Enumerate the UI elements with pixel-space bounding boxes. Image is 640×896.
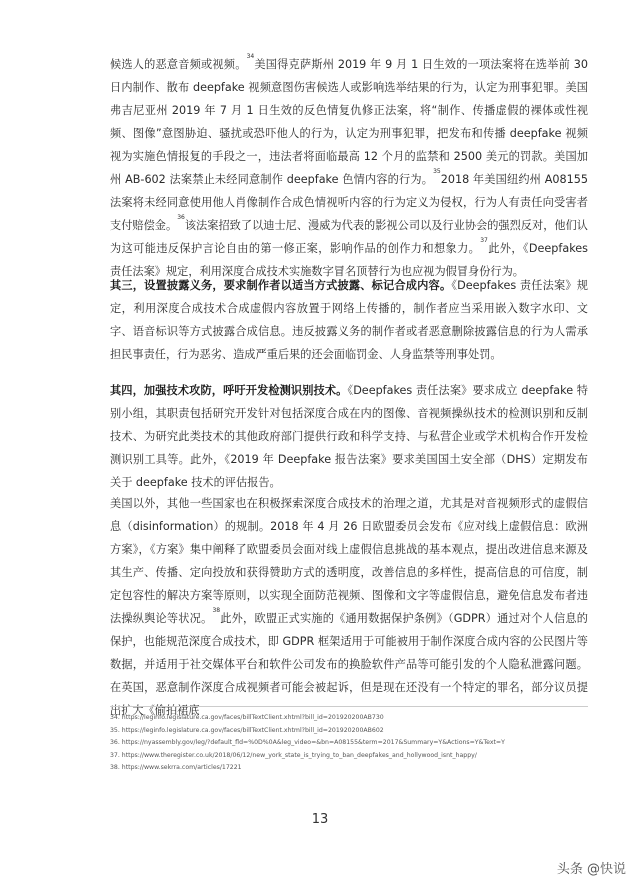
footnote-ref[interactable]: 38: [212, 607, 221, 614]
footnote-37[interactable]: 37. https://www.theregister.co.uk/2018/06/12/new_york_state_is_trying_to_ban_deepfakes_and_hollywood_isnt_happy/: [110, 751, 477, 759]
page-number: 13: [311, 812, 329, 827]
footnote-34[interactable]: 34. https://leginfo.legislature.ca.gov/faces/billTextClient.xhtml?bill_id=201920200AB730: [110, 714, 384, 721]
footnote-36[interactable]: 36. https://nyassembly.gov/leg/?default_fld=%0D%0A&leg_video=&bn=A08155&term=2017&Summary=Y&Actions=Y&Text=Y: [110, 739, 505, 747]
paragraph-text: 美国得克萨斯州 2019 年 9 月 1 日生效的一项法案将在选举前 30 日内制作、散布 deepfake 视频意图伤害候选人或影响选举结果的行为，认定为刑事犯罪。美国弗吉尼亚州 2019 年 7 月 1 日生效的反色情复仇修正法案，将“制作、传播虚假的裸体或性视频、图像”意图胁迫、骚扰或恐吓他人的行为，认定为刑事犯罪，把发布和传播 deepfake 视频视为实施色情报复的手段之一，违法者将面临最高 12 个月的监禁和 2500 美元的罚款。美国加州 AB-602 法案禁止未经同意制作 deepfake 色情内容的行为。: [110, 58, 588, 186]
footnote-ref[interactable]: 34: [246, 53, 255, 60]
body-paragraph-detection: [110, 379, 588, 494]
paragraph-text: 美国以外，其他一些国家也在积极探索深度合成技术的治理之道，尤其是对音视频形式的虚假信息（disinformation）的规制。2018 年 4 月 26 日欧盟委员会发布《应对线上虚假信息：欧洲方案》，《方案》集中阐释了欧盟委员会面对线上虚假信息挑战的基本观点，提出改进信息来源及其生产、传播、定向投放和获得赞助方式的透明度，改善信息的多样性，提高信息的可信度，制定包容性的解决方案等原则，以实现全面防范视频、图像和文字等虚假信息，避免信息发布者违法操纵舆论等状况。: [110, 497, 588, 625]
footnote-ref[interactable]: 35: [433, 168, 441, 175]
paragraph-text: 此外，《Deepfakes 责任法案》规定，利用深度合成技术实施数字冒名顶替行为也应视为假冒身份行为。: [110, 242, 588, 278]
paragraph-text: 候选人的恶意音频或视频。: [110, 58, 247, 71]
paragraph-text: 《Deepfakes 责任法案》规定，利用深度合成技术合成虚假内容放置于网络上传播的，制作者应当采用嵌入数字水印、文字、语音标识等方式披露合成信息。违反披露义务的制作者或者恶意删除披露信息的行为人需承担民事责任，行为恶劣、造成严重后果的还会面临罚金、人身监禁等刑事处罚。: [110, 279, 588, 361]
paragraph-text: 此外，欧盟正式实施的《通用数据保护条例》（GDPR）通过对个人信息的保护，也能规范深度合成技术，即 GDPR 框架适用于可能被用于制作深度合成内容的公民图片等数据，并适用于社交媒体平台和软件公司发布的换脸软件产品等可能引发的个人隐私泄露问题。在英国，恶意制作深度合成视频者可能会被起诉，但是现在还没有一个特定的罪名，部分议员提出扩大《偷拍裙底: [110, 612, 588, 717]
paragraph-text: 2018 年美国纽约州 A08155 法案将未经同意使用他人肖像制作合成色情视听内容的行为定义为侵权，行为人有责任向受害者支付赔偿金。: [110, 173, 589, 232]
footnote-ref[interactable]: 36: [177, 214, 185, 221]
paragraph-text: 该法案招致了以迪士尼、漫威为代表的影视公司以及行业协会的强烈反对，他们认为这可能违反保护言论自由的第一修正案，影响作品的创作力和想象力。: [110, 219, 588, 255]
paragraph-heading: 其三，设置披露义务，要求制作者以适当方式披露、标记合成内容。: [110, 279, 452, 292]
footnote-35[interactable]: 35. https://leginfo.legislature.ca.gov/faces/billTextClient.xhtml?bill_id=201920200AB602: [110, 726, 384, 734]
footnote-ref[interactable]: 37: [480, 237, 488, 244]
body-paragraph-other-countries: [110, 492, 588, 722]
paragraph-heading: 其四，加强技术攻防，呼吁开发检测识别技术。: [110, 384, 348, 397]
paragraph-text: 《Deepfakes 责任法案》要求成立 deepfake 特别小组，其职责包括研究开发针对包括深度合成在内的图像、音视频操纵技术的检测识别和反制技术、为研究此类技术的其他政府部门提供行政和科学支持、与私营企业或学术机构合作开发检测识别工具等。此外，《2019 年 Deepfake 报告法案》要求美国国土安全部（DHS）定期发布关于 deepfake 技术的评估报告。: [110, 384, 588, 489]
body-paragraph-disclosure: [110, 274, 588, 366]
footnote-38[interactable]: 38. https://www.sekrra.com/articles/17221: [110, 764, 242, 772]
footnote-divider: [110, 706, 588, 707]
watermark: 头条 @快说: [556, 862, 626, 877]
body-paragraph-us-state-laws: [110, 53, 588, 283]
footnotes: [110, 712, 588, 775]
